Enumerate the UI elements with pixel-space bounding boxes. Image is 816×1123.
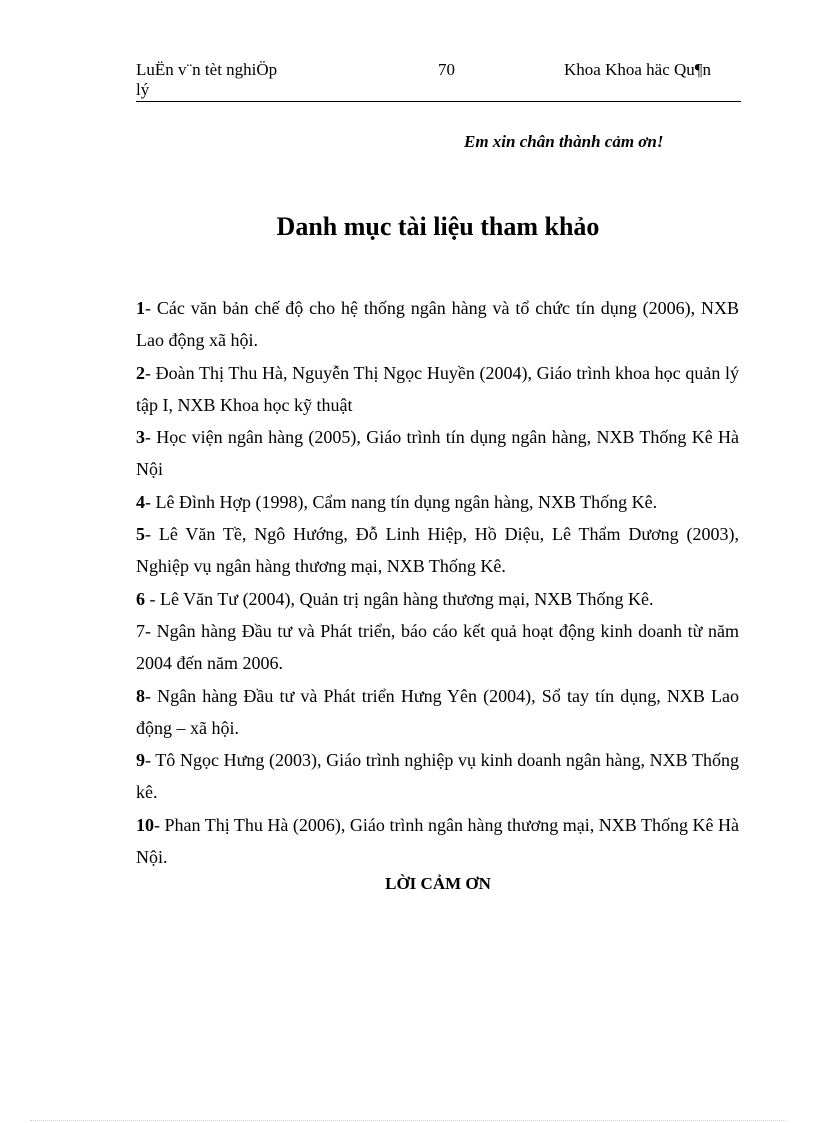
reference-item (136, 744, 739, 809)
reference-item (136, 809, 739, 874)
reference-text: - Tô Ngọc Hưng (2003), Giáo trình nghiệp vụ kinh doanh ngân hàng, NXB Thống kê. (136, 750, 739, 803)
header-left-text: LuËn v¨n tèt nghiÖp (136, 60, 278, 79)
reference-number: 2 (136, 362, 145, 383)
reference-number: 6 (136, 588, 145, 609)
page-bottom-divider (30, 1120, 786, 1121)
reference-text: - Lê Văn Tư (2004), Quản trị ngân hàng thương mại, NXB Thống Kê. (145, 588, 654, 609)
reference-number: 9 (136, 750, 145, 771)
header-left-text-continuation: lý (136, 80, 150, 99)
reference-text: - Đoàn Thị Thu Hà, Nguyễn Thị Ngọc Huyền (2004), Giáo trình khoa học quản lý tập I, NXB Khoa học kỹ thuật (136, 362, 739, 415)
reference-item (136, 357, 739, 422)
reference-number: 5 (136, 524, 145, 545)
reference-number: 10 (136, 814, 154, 835)
page-title: Danh mục tài liệu tham khảo (276, 212, 600, 241)
reference-text: - Ngân hàng Đầu tư và Phát triển, báo cáo kết quả hoạt động kinh doanh từ năm 2004 đến năm 2006. (136, 620, 739, 674)
reference-item (136, 421, 739, 486)
reference-text: - Lê Văn Tề, Ngô Hướng, Đỗ Linh Hiệp, Hồ Diệu, Lê Thẩm Dương (2003), Nghiệp vụ ngân hàng thương mại, NXB Thống Kê. (136, 524, 739, 577)
reference-text: - Học viện ngân hàng (2005), Giáo trình tín dụng ngân hàng, NXB Thống Kê Hà Nội (136, 427, 739, 480)
reference-text: - Phan Thị Thu Hà (2006), Giáo trình ngân hàng thương mại, NXB Thống Kê Hà Nội. (136, 814, 739, 868)
reference-number: 4 (136, 491, 145, 512)
reference-item (136, 583, 739, 615)
reference-list (136, 292, 739, 873)
reference-item (136, 486, 739, 518)
closing-heading: LỜI CẢM ƠN (385, 874, 491, 893)
thanks-line: Em xin chân thành cảm ơn! (464, 132, 664, 151)
reference-text: - Các văn bản chế độ cho hệ thống ngân hàng và tổ chức tín dụng (2006), NXB Lao động xã hội. (136, 298, 739, 351)
reference-number: 1 (136, 298, 145, 318)
reference-text: - Lê Đình Hợp (1998), Cẩm nang tín dụng ngân hàng, NXB Thống Kê. (145, 491, 658, 512)
reference-number: 3 (136, 427, 145, 448)
reference-text: - Ngân hàng Đầu tư và Phát triển Hưng Yên (2004), Sổ tay tín dụng, NXB Lao động – xã hội. (136, 685, 739, 738)
reference-number: 8 (136, 685, 145, 706)
reference-number: 7 (136, 620, 145, 641)
page-number: 70 (438, 60, 455, 79)
reference-item (136, 680, 739, 745)
reference-item (136, 518, 739, 583)
reference-item (136, 292, 739, 357)
page-header (136, 60, 741, 102)
header-right-text: Khoa Khoa häc Qu¶n (564, 60, 711, 79)
reference-item (136, 615, 739, 680)
